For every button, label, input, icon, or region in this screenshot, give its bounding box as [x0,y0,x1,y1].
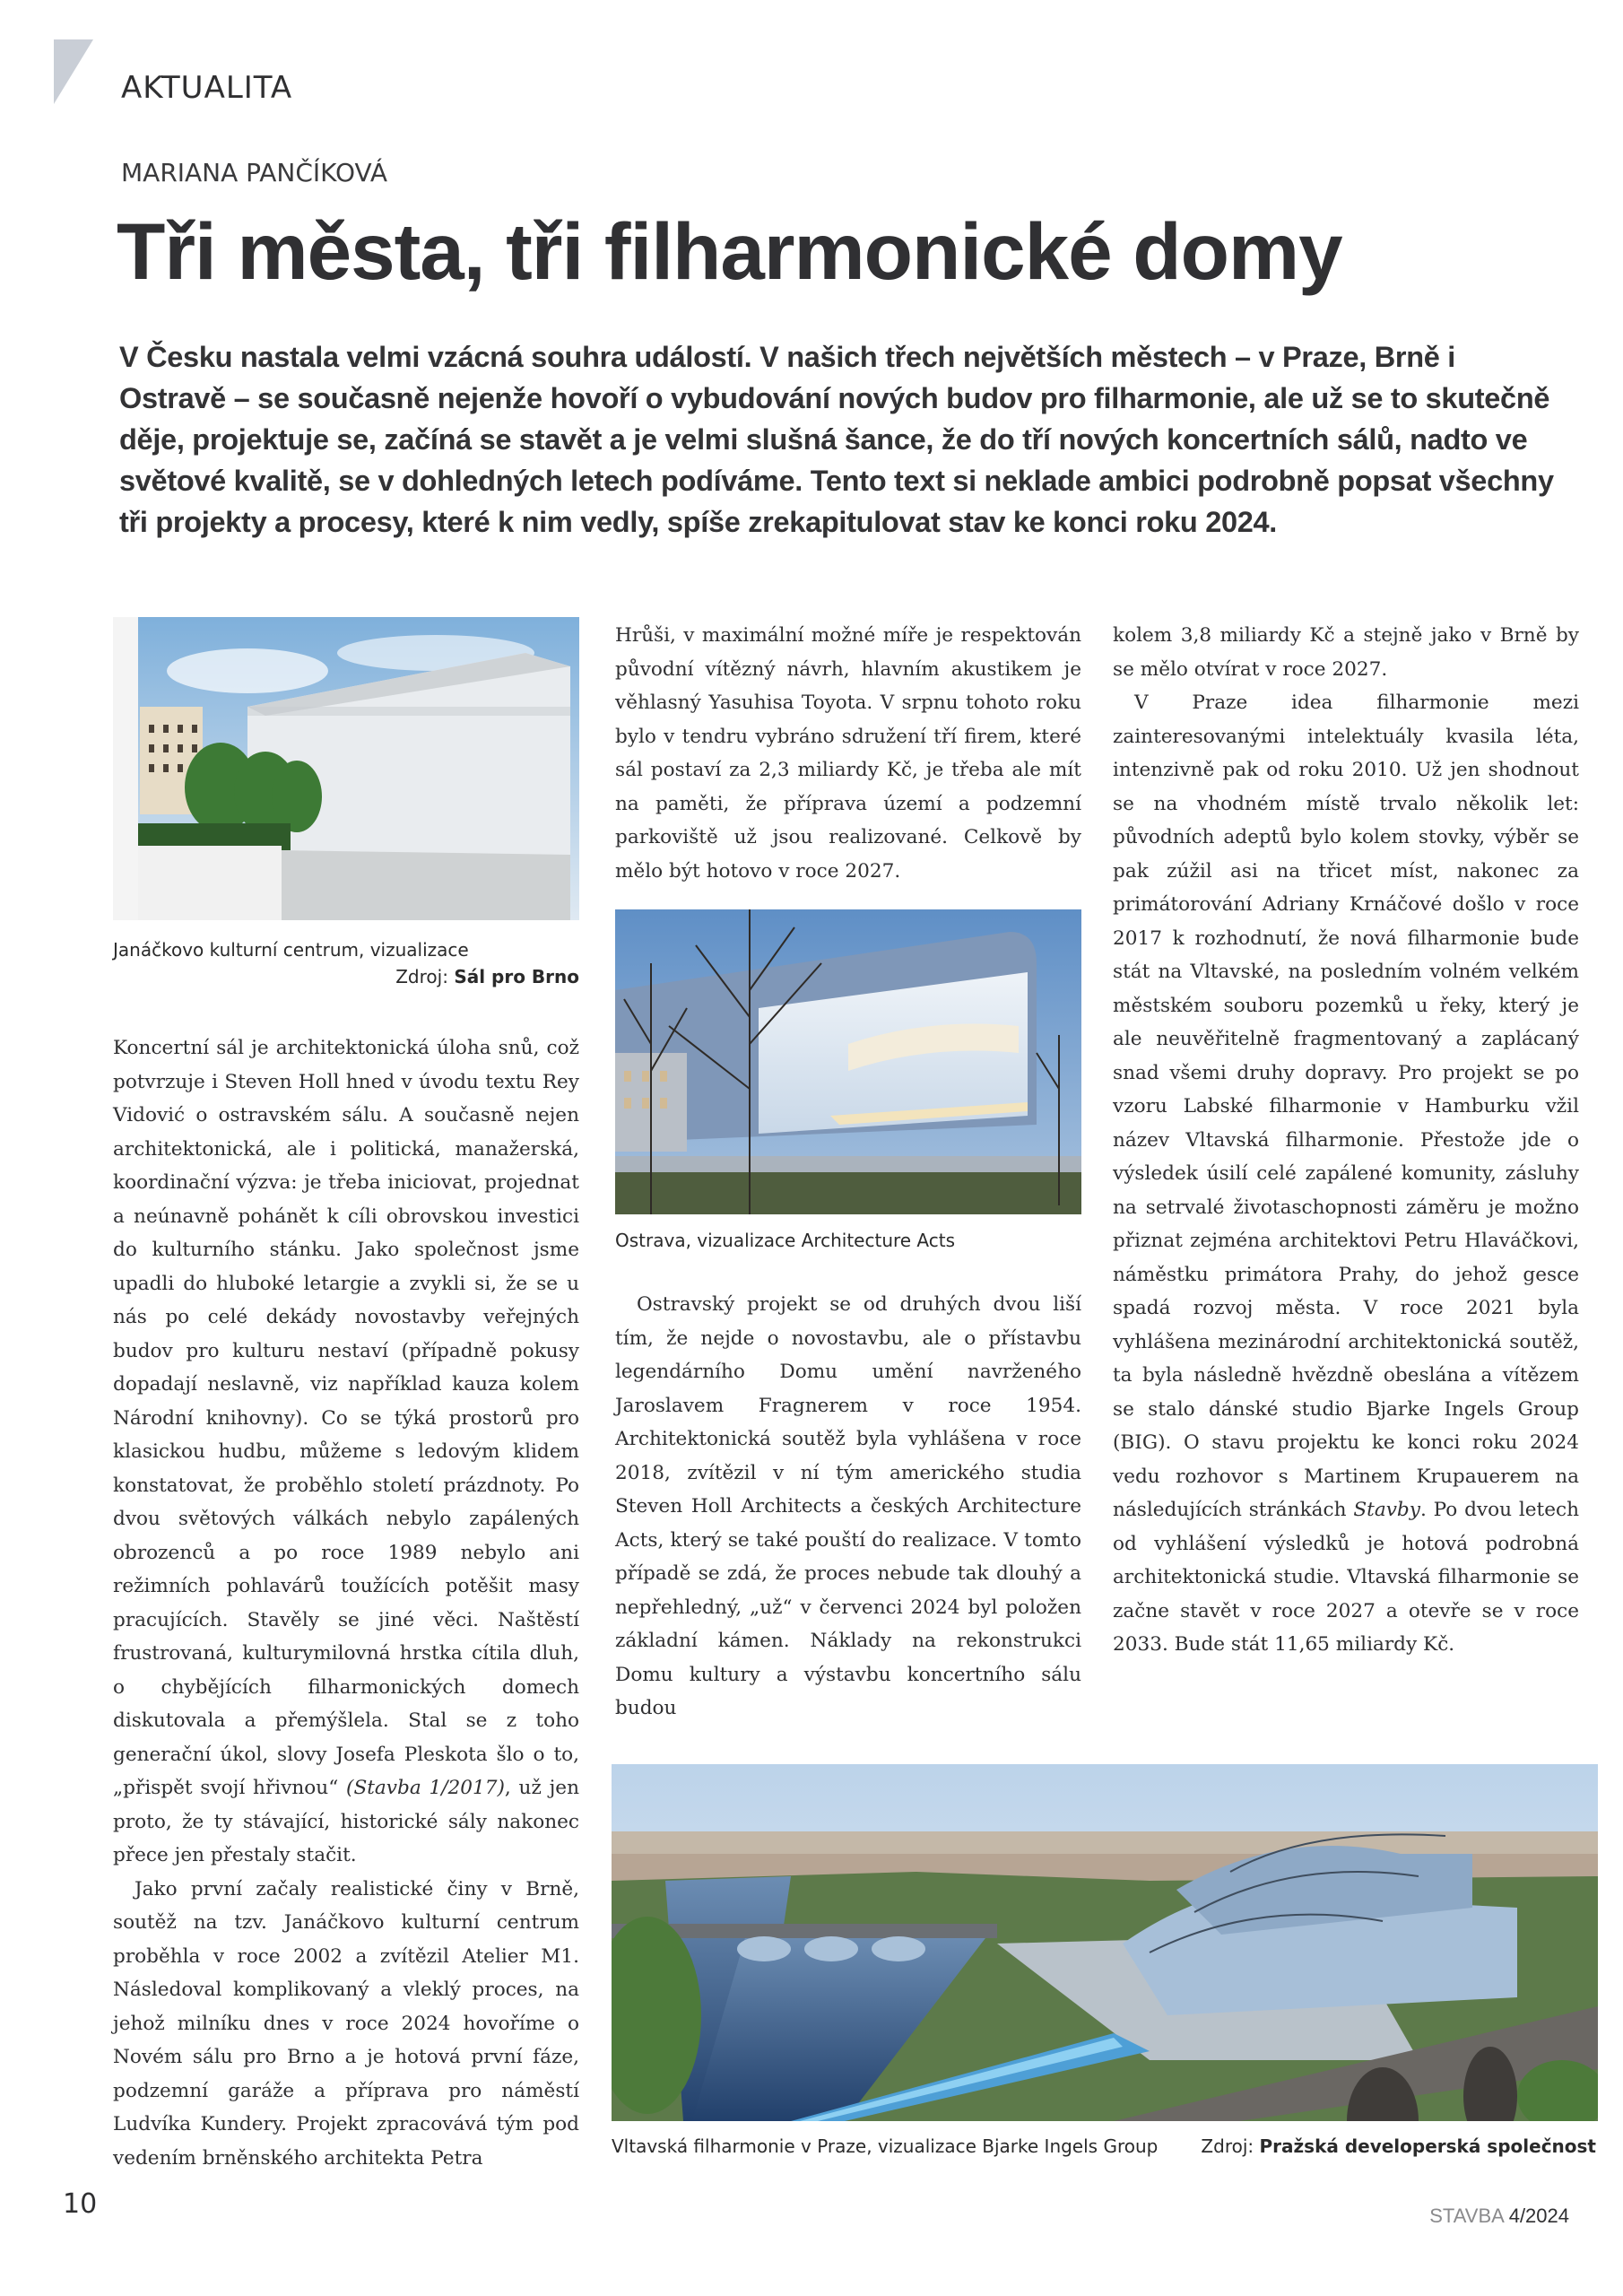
photo-prague-vltava-philharmonic [612,1764,1598,2121]
column-2 [615,619,1081,1726]
column-1 [113,617,579,2175]
photo-ostrava-concert-hall [615,909,1081,1214]
caption-ostrava: Ostrava, vizualizace Architecture Acts [615,1230,956,1251]
column-1-text [113,1031,579,2175]
paragraph: kolem 3,8 miliardy Kč a stejně jako v Brně by se mělo otvírat v roce 2027. [1113,624,1579,681]
author-name: MARIANA PANČÍKOVÁ [121,158,388,187]
column-3 [1113,619,1579,1662]
section-label: AKTUALITA [121,70,293,106]
paragraph: V Praze idea filharmonie mezi zainteresovanými intelektuály kvasila léta, intenzivně pak od roku 2010. Už jen shodnout se na vhodném místě trvalo několik let: původních adeptů bylo kolem stovky, výběr se pak zúžil asi na třicet míst, nakonec za primátorování Adriany Krnáčové došlo v roce 2017 k rozhodnutí, že nová filharmonie bude stát na Vltavské, na posledním volném velkém městském souboru pozemků u řeky, který je ale neuvěřitelně fragmentovaný a zaplácaný snad všemi druhy dopravy. Pro projekt se po vzoru Labské filharmonie v Hamburku vžil název Vltavská filharmonie. Přestože jde o výsledek úsilí celé zapálené komunity, zásluhy na setrvalé životaschopnosti záměru je možno přiznat zejména architektovi Petru Hlaváčkovi, náměstku primátora Prahy, do jehož gesce spadá rozvoj města. V roce 2021 byla vyhlášena mezinárodní architektonická soutěž, ta byla následně hvězdně obeslána a vítězem se stalo dánské studio Bjarke Ingels Group (BIG). O stavu projektu ke konci roku 2024 vedu rozhovor s Martinem Krupauerem na následujících stránkách Stavby. Po dvou letech od vyhlášení výsledků je hotová podrobná architektonická studie. Vltavská filharmonie se začne stavět v roce 2027 a otevře se v roce 2033. Bude stát 11,65 miliardy Kč. [1113,691,1579,1656]
magazine-name: STAVBA [1429,2205,1504,2227]
source-name: Sál pro Brno [454,966,579,987]
caption-prague: Vltavská filharmonie v Praze, vizualizace Bjarke Ingels Group [612,2135,1159,2157]
column-2-text-top [615,619,1081,888]
source-name: Pražská developerská společnost [1259,2135,1596,2157]
section-corner-mark [54,39,93,104]
column-3-text [1113,619,1579,1662]
caption-brno-text: Janáčkovo kulturní centrum, vizualizace [113,939,469,961]
paragraph: Ostravský projekt se od druhých dvou liší tím, že nejde o novostavbu, ale o přístavbu legendárního Domu umění navrženého Jaroslavem Fragnerem v roce 1954. Architektonická soutěž byla vyhlášena v roce 2018, zvítězil v ní tým amerického studia Steven Holl Architects a českých Architecture Acts, který se také pouští do realizace. V tomto případě se zdá, že proces nebude tak dlouhý a nepřehledný, „už“ v červenci 2024 byl položen základní kámen. Náklady na rekonstrukci Domu kultury a výstavbu koncertního sálu budou [615,1293,1081,1719]
paragraph: Hrůši, v maximální možné míře je respektován původní vítězný návrh, hlavním akustikem je věhlasný Yasuhisa Toyota. V srpnu tohoto roku bylo v tendru vybráno sdružení tří firem, které sál postaví za 2,3 miliardy Kč, je třeba ale mít na paměti, že příprava území a podzemní parkoviště už jsou realizované. Celkově by mělo být hotovo v roce 2027. [615,624,1081,883]
paragraph: Jako první začaly realistické činy v Brně, soutěž na tzv. Janáčkovo kulturní centrum proběhla v roce 2002 a zvítězil Atelier M1. Následoval komplikovaný a vleklý proces, na jehož milníku dnes v roce 2024 hovoříme o Novém sálu pro Brno a je hotová první fáze, podzemní garáže a příprava pro náměstí Ludvíka Kundery. Projekt zpracovává tým pod vedením brněnského architekta Petra [113,1877,579,2170]
photo-brno-janacek-centre [113,617,579,920]
magazine-issue [1429,2205,1569,2228]
column-2-text-bottom [615,1288,1081,1726]
article-title: Tři města, tři filharmonické domy [117,206,1342,296]
issue-number: 4/2024 [1508,2205,1569,2227]
caption-brno [113,936,579,990]
paragraph: Koncertní sál je architektonická úloha snů, což potvrzuje i Steven Holl hned v úvodu textu Rey Vidović o ostravském sálu. A současně nejen architektonická, ale i politická, manažerská, koordinační výzva: je třeba iniciovat, projednat a neúnavně pohánět k cíli obrovskou investici do kulturního stánku. Jako společnost jsme upadli do hluboké letargie a zvykli si, že se u nás po celé dekády novostavby veřejných budov pro kulturu nestaví (případně pokusy dopadají neslavně, viz například kauza kolem Národní knihovny). Co se týká prostorů pro klasickou hudbu, můžeme s ledovým klidem konstatovat, že proběhlo století prázdnoty. Po dvou světových válkách nebylo zapálených obrozenců a po roce 1989 nebylo ani režimních pohlavárů toužících potěšit masy pracujících. Stavěly se jiné věci. Naštěstí frustrovaná, kulturymilovná hrstka cítila dluh, o chybějících filharmonických domech diskutovala a přemýšlela. Stal se z toho generační úkol, slovy Josefa Pleskota šlo o to, „přispět svojí hřivnou“ (Stavba 1/2017), už jen proto, že ty stávající, historické sály nakonec přece jen přestaly stačit. [113,1037,579,1866]
page-number: 10 [63,2188,98,2220]
article-lead: V Česku nastala velmi vzácná souhra událostí. V našich třech největších městech – v Praze, Brně i Ostravě – se současně nejenže hovoří o vybudování nových budov pro filharmonie, ale už se to skutečně děje, projektuje se, začíná se stavět a je velmi slušná šance, že do tří nových koncertních sálů, nadto ve světové kvalitě, se v dohledných letech podíváme. Tento text si neklade ambici podrobně popsat všechny tři projekty a procesy, které k nim vedly, spíše zrekapitulovat stav ke konci roku 2024. [119,341,1554,538]
source-label: Zdroj: [1201,2135,1254,2157]
source-label: Zdroj: [395,966,448,987]
caption-brno-source [113,963,579,990]
caption-prague-source [1201,2133,1596,2160]
